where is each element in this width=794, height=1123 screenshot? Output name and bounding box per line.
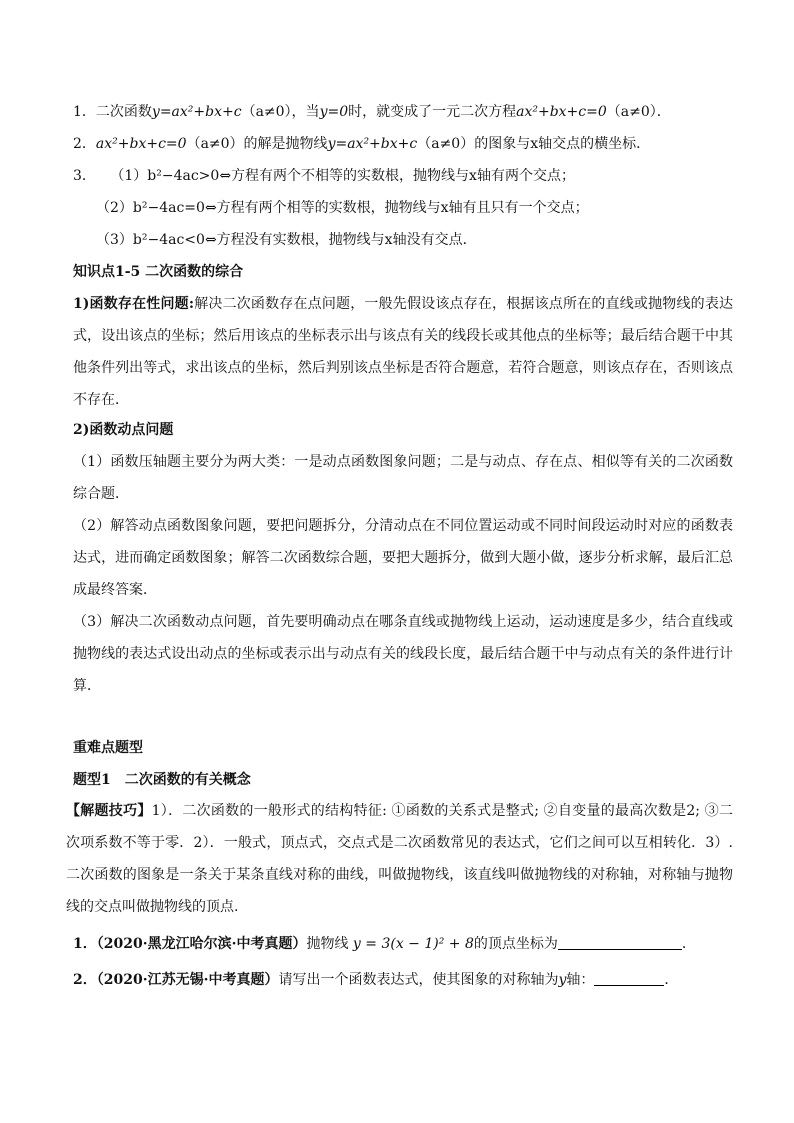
math-expression: y=ax²+bx+c [151,104,242,120]
answer-blank[interactable] [558,935,682,950]
text: （a≠0）的解是抛物线 [186,136,328,152]
text: ． [664,972,679,988]
dynamic-point-item-3: （3）解决二次函数动点问题，首先要明确动点在哪条直线或抛物线上运动，运动速度是多少，结合直线或抛物线的表达式设出动点的坐标或表示出与动点有关的线段长度，最后结合题干中与动点有关的条件进行计算． [73,614,733,694]
point-2 [73,134,650,154]
point-1 [73,102,671,122]
question-source: （2020·黑龙江哈尔滨·中考真题） [96,936,307,952]
text: （a≠0）． [606,104,671,120]
discriminant-case-3: （3）b²−4ac<0⇔方程没有实数根，抛物线与x轴没有交点． [96,232,477,248]
math-expression: y = 3(x − 1)² + 8 [352,936,474,952]
section-title: 重难点题型 [73,740,143,756]
tip-body: 1）．二次函数的一般形式的结构特征: ①函数的关系式是整式; ②自变量的最高次数是2; ③二次项系数不等于零．2）．一般式，顶点式，交点式是二次函数常见的表达式，它们之间可以互相转化．3）.二次函数的图象是一条关于某条直线对称的曲线，叫做抛物线，该直线叫做抛物线的对称轴，对称轴与抛物线的交点叫做抛物线的顶点. [66,803,733,915]
subsection-heading: 2)函数动点问题 [73,422,174,438]
text: 时，就变成了一元二次方程 [348,104,517,120]
tip-label: 【解题技巧】 [66,803,152,819]
dynamic-point-item-1: （1）函数压轴题主要分为两大类：一是动点函数图象问题；二是与动点、存在点、相似等有关的二次函数综合题． [73,454,733,502]
paragraph-body: 解决二次函数存在点问题，一般先假设该点存在，根据该点所在的直线或抛物线的表达式，设出该点的坐标；然后用该点的坐标表示出与该点有关的线段长或其他点的坐标等；最后结合题干中其他条件列出等式，求出该点的坐标，然后判别该点坐标是否符合题意，若符合题意，则该点存在，否则该点不存在． [73,296,733,408]
answer-blank[interactable] [594,971,664,986]
text: （a≠0），当 [241,104,320,120]
math-expression: ax²+bx+c=0 [95,136,187,152]
question-1 [73,934,696,954]
text: 轴： [566,972,595,988]
text: 二次函数 [95,104,152,120]
math-variable: y [558,972,567,988]
type-title: 题型1 二次函数的有关概念 [73,772,251,788]
dynamic-point-item-2: （2）解答动点函数图象问题，要把问题拆分，分清动点在不同位置运动或不同时间段运动时对应的函数表达式，进而确定函数图象；解答二次函数综合题，要把大题拆分，做到大题小做，逐步分析求解，最后汇总成最终答案． [73,518,733,598]
solving-tips [66,795,733,923]
question-source: （2020·江苏无锡·中考真题） [96,972,279,988]
question-number: 1． [73,936,97,952]
discriminant-case-2: （2）b²−4ac=0⇔方程有两个相等的实数根，抛物线与x轴有且只有一个交点； [96,200,589,216]
text: ． [681,936,696,952]
paragraph-lead: 1)函数存在性问题: [73,296,195,312]
text: 请写出一个函数表达式，使其图象的对称轴为 [278,972,559,988]
item-number: 2． [73,136,96,152]
item-number: 3． [73,168,96,184]
discriminant-case-1: （1）b²−4ac>0⇔方程有两个不相等的实数根，抛物线与x轴有两个交点； [110,168,575,184]
question-number: 2． [73,972,97,988]
text: （a≠0）的图象与x轴交点的横坐标． [417,136,651,152]
question-2 [73,970,678,990]
math-expression: ax²+bx+c=0 [516,104,607,120]
existence-problem-paragraph [73,288,733,416]
item-number: 1． [73,104,96,120]
text: 抛物线 [306,936,349,952]
math-expression: y=0 [319,104,349,120]
math-expression: y=ax²+bx+c [327,136,418,152]
section-heading: 知识点1-5 二次函数的综合 [73,264,244,280]
text: 的顶点坐标为 [473,936,558,952]
point-3 [73,166,575,186]
